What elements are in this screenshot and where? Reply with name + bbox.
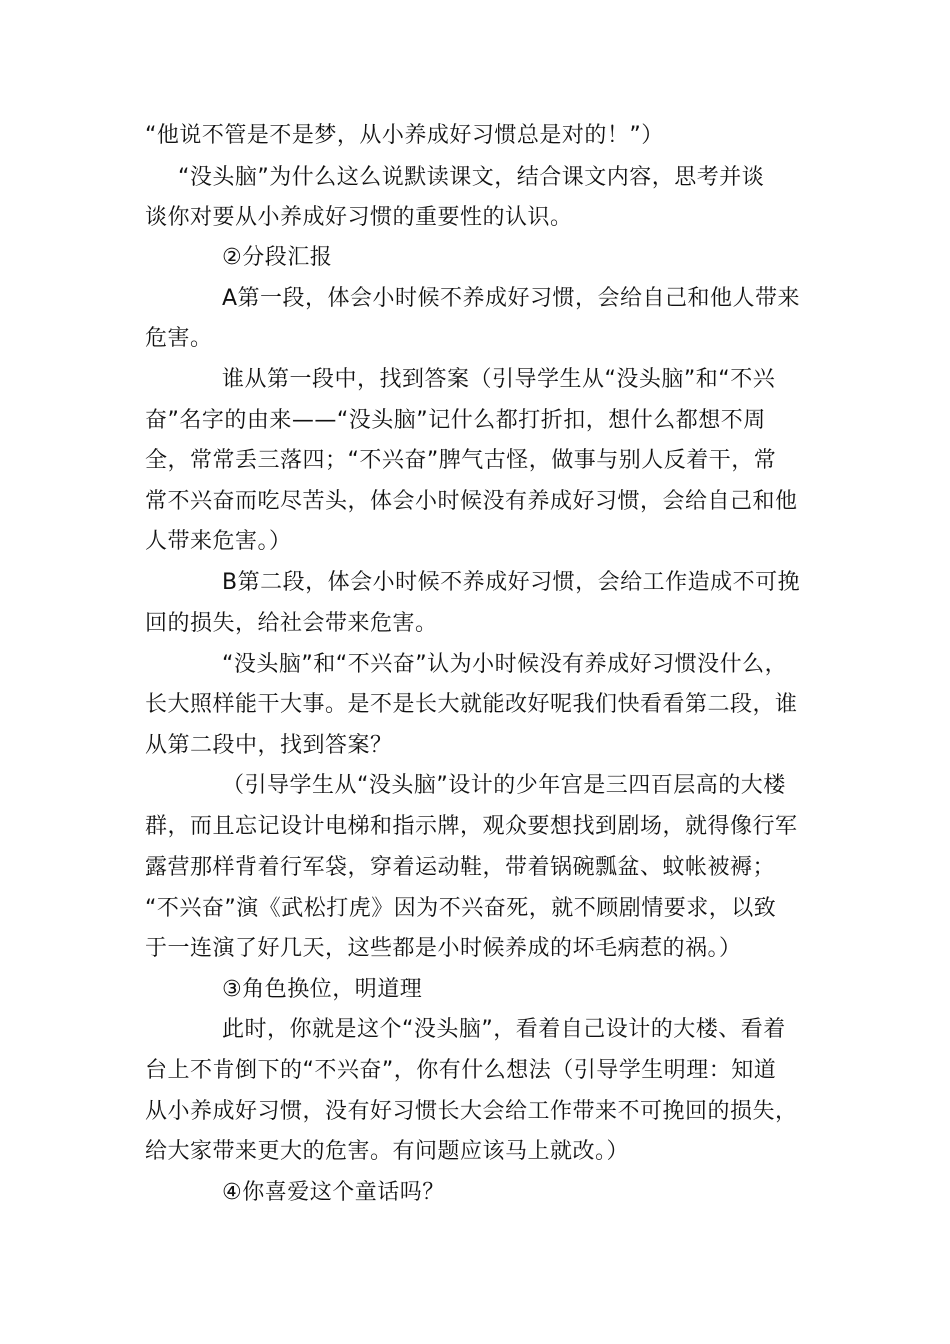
- text-line-15: 长大照样能干大事。是不是长大就能改好呢我们快看看第二段，谁: [145, 692, 798, 717]
- section-heading-3: ③角色换位，明道理: [222, 977, 423, 1002]
- section-heading-2: ②分段汇报: [222, 245, 333, 270]
- text-line-17: （引导学生从“没头脑”设计的少年宫是三四百层高的大楼: [222, 773, 786, 798]
- text-line-7: 谁从第一段中，找到答案（引导学生从“没头脑”和“不兴: [222, 367, 776, 392]
- text-line-5: A第一段，体会小时候不养成好习惯，会给自己和他人带来: [222, 286, 801, 311]
- text-line-11: 人带来危害。）: [145, 529, 292, 554]
- text-line-14: “没头脑”和“不兴奋”认为小时候没有养成好习惯没什么，: [222, 652, 788, 677]
- text-line-12: B第二段，体会小时候不养成好习惯，会给工作造成不可挽: [222, 570, 801, 595]
- text-line-1: “他说不管是不是梦，从小养成好习惯总是对的！”）: [145, 123, 664, 148]
- text-line-16: 从第二段中，找到答案？: [145, 733, 393, 758]
- text-line-21: 于一连演了好几天，这些都是小时候养成的坏毛病惹的祸。）: [145, 936, 742, 961]
- text-line-19: 露营那样背着行军袋，穿着运动鞋，带着锅碗瓢盆、蚊帐被褥；: [145, 855, 776, 880]
- text-line-20: “不兴奋”演《武松打虎》因为不兴奋死，就不顾剧情要求，以致: [145, 896, 777, 921]
- text-line-13: 回的损失，给社会带来危害。: [145, 611, 438, 636]
- section-heading-4: ④你喜爱这个童话吗？: [222, 1180, 445, 1205]
- text-line-24: 台上不肯倒下的“不兴奋”，你有什么想法（引导学生明理：知道: [145, 1058, 777, 1083]
- text-line-18: 群，而且忘记设计电梯和指示牌，观众要想找到剧场，就得像行军: [145, 814, 798, 839]
- text-line-2: “没头脑”为什么这么说默读课文，结合课文内容，思考并谈: [178, 165, 765, 190]
- text-line-6: 危害。: [145, 326, 213, 351]
- text-line-23: 此时，你就是这个“没头脑”，看着自己设计的大楼、看着: [222, 1017, 786, 1042]
- text-line-8: 奋”名字的由来——“没头脑”记什么都打折扣，想什么都想不周: [145, 408, 766, 433]
- text-line-26: 给大家带来更大的危害。有问题应该马上就改。）: [145, 1139, 630, 1164]
- text-line-9: 全，常常丢三落四；“不兴奋”脾气古怪，做事与别人反着干，常: [145, 448, 777, 473]
- text-line-3: 谈你对要从小养成好习惯的重要性的认识。: [145, 205, 573, 230]
- text-line-10: 常不兴奋而吃尽苦头，体会小时候没有养成好习惯，会给自己和他: [145, 489, 798, 514]
- text-line-25: 从小养成好习惯，没有好习惯长大会给工作带来不可挽回的损失，: [145, 1099, 798, 1124]
